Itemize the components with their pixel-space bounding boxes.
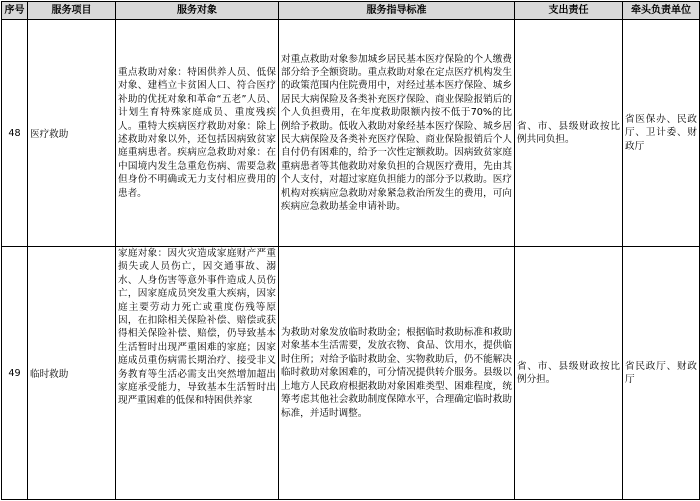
table-header-row: [2, 2, 700, 20]
service-standard-cell: [279, 20, 515, 247]
row-number: 49: [2, 247, 28, 500]
table-row: [2, 247, 700, 500]
department-cell: [623, 247, 700, 500]
header-no: 序号: [2, 2, 28, 20]
lead-department: 省民政厅、财政厅: [625, 360, 697, 385]
lead-department: 省医保办、民政厅、卫计委、财政厅: [625, 113, 697, 152]
table-row: [2, 20, 700, 247]
header-standard: 服务指导标准: [279, 2, 515, 20]
row-number: 48: [2, 20, 28, 247]
service-object-cell: [116, 20, 279, 247]
service-object-cell: [116, 247, 279, 500]
payment-responsibility: 省、市、县级财政按比例分担。: [517, 360, 620, 385]
header-department: 牵头负责单位: [623, 2, 700, 20]
payment-cell: [515, 247, 623, 500]
service-standard: 对重点救助对象参加城乡居民基本医疗保险的个人缴费部分给予全额资助。重点救助对象在定点医疗机构发生的政策范围内住院费用中，对经过基本医疗保险、城乡居民大病保险及各类补充医疗保险、商业保险报销后的个人负担费用，在年度救助限额内按不低于70%的比例给予救助。低收入救助对象经基本医疗保险、城乡居民大病保险及各类补充医疗保险、商业保险报销后个人自付仍有困难的，给予一次性定额救助。因病致贫家庭重病患者等其他救助对象负担的合规医疗费用，先由其个人支付，对超过家庭负担能力的部分予以救助。医疗机构对疾病应急救助对象紧急救治所发生的费用，可向疾病应急救助基金申请补助。: [281, 53, 512, 213]
department-cell: [623, 20, 700, 247]
service-item: 临时救助: [28, 247, 116, 500]
header-item: 服务项目: [28, 2, 116, 20]
service-standard-cell: [279, 247, 515, 500]
service-object: 家庭对象：因火灾造成家庭财产严重损失或人员伤亡，因交通事故、溺水、人身伤害等意外事件造成人员伤亡，因家庭成员突发重大疾病，因家庭主要劳动力死亡或重度伤残等原因，在扣除相关保险补偿、赔偿或获得相关保险补偿、赔偿，仍导致基本生活暂时出现严重困难的家庭；因家庭成员重伤病需长期治疗、接受非义务教育等生活必需支出突然增加超出家庭承受能力，导致基本生活暂时出现严重困难的低保和特困供养家: [118, 248, 276, 407]
header-payment: 支出责任: [515, 2, 623, 20]
payment-responsibility: 省、市、县级财政按比例共同负担。: [517, 120, 620, 145]
service-standard: 为救助对象发放临时救助金；根据临时救助标准和救助对象基本生活需要，发放衣物、食品、饮用水，提供临时住所；对给予临时救助金、实物救助后，仍不能解决临时救助对象困难的，可分情况提供转介服务。县级以上地方人民政府根据救助对象困难类型、困难程度，统筹考虑其他社会救助制度保障水平，合理确定临时救助标准，并适时调整。: [281, 327, 512, 419]
service-table: [1, 1, 700, 500]
payment-cell: [515, 20, 623, 247]
header-object: 服务对象: [116, 2, 279, 20]
service-object: 重点救助对象：特困供养人员、低保对象、建档立卡贫困人口、符合医疗补助的优抚对象和革命“五老”人员、计划生育特殊家庭成员、重度残疾人。重特大疾病医疗救助对象：除上述救助对象以外，还包括因病致贫家庭重病患者。疾病应急救助对象：在中国境内发生急重危伤病、需要急救但身份不明确或无力支付相应费用的患者。: [118, 66, 276, 199]
service-item: 医疗救助: [28, 20, 116, 247]
